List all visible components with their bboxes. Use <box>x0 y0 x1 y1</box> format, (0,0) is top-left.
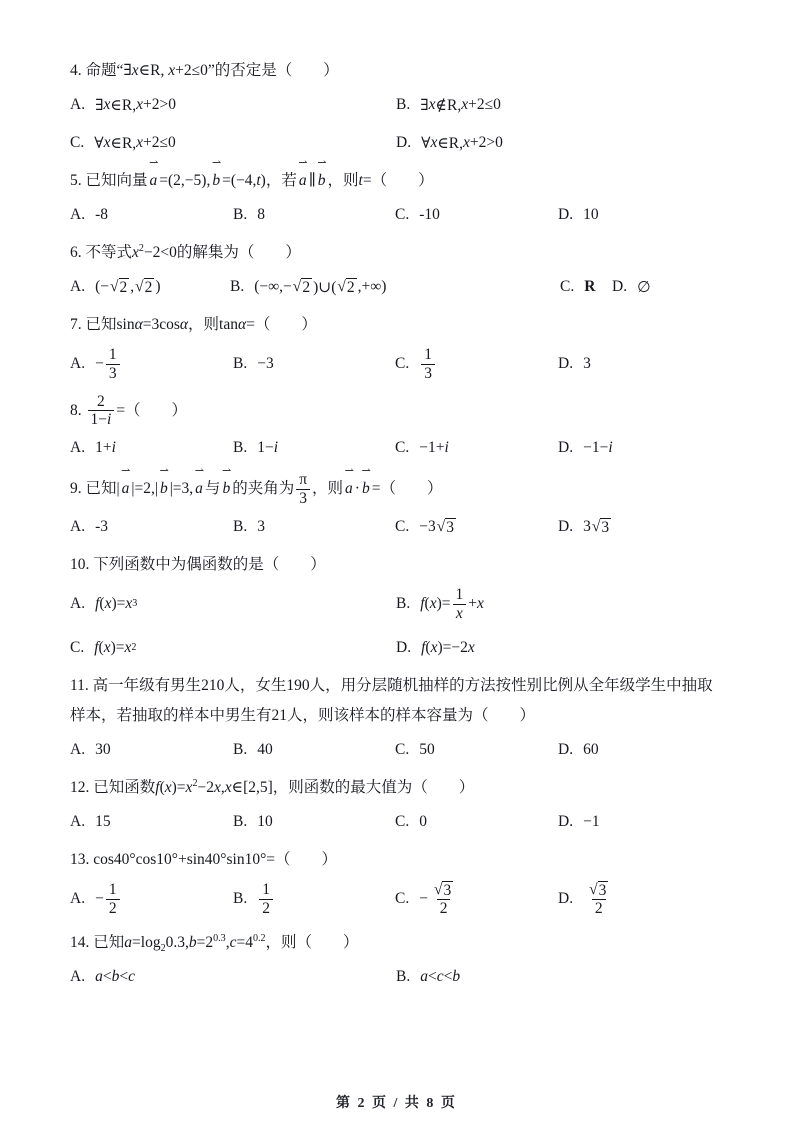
option-value: -3 <box>95 517 108 535</box>
question-5-option-d <box>558 202 727 228</box>
question-8-options <box>70 435 727 461</box>
question-13-option-b <box>233 881 395 918</box>
option-label: B. <box>233 890 248 908</box>
option-value: 8 <box>257 206 265 223</box>
question-5-options <box>70 202 727 228</box>
option-value: − $\frac{1}{2}$ <box>95 881 122 918</box>
option-value: (− √ 2 , √ 2 ) <box>95 277 161 296</box>
question-4-option-b <box>396 92 727 118</box>
question-12-option-a <box>70 809 233 835</box>
question-6-option-d <box>612 274 727 300</box>
option-value: −1 <box>583 812 600 830</box>
question-14-stem: 14. 已知$a=\log_20.3,b=2^{0.3},c=4^{0.2}$，则（ ） <box>70 932 359 954</box>
option-value: −1+ i <box>419 439 449 457</box>
option-value: 1− i <box>257 439 279 457</box>
option-value: $\frac{1}{3}$ <box>419 346 437 383</box>
question-8 <box>70 393 727 462</box>
option-value: 10 <box>257 812 273 830</box>
question-14-options <box>70 964 727 990</box>
question-6-option-c <box>560 274 612 300</box>
option-value: 15 <box>95 812 111 830</box>
option-value: a < b < c <box>95 967 135 985</box>
option-label: D. <box>558 206 574 223</box>
option-label: A. <box>70 96 86 113</box>
option-value: 40 <box>257 740 273 758</box>
option-label: B. <box>233 355 248 373</box>
question-11-option-d <box>558 737 727 763</box>
question-12-option-d <box>558 809 727 835</box>
option-value: −3 √ 3 <box>419 517 454 536</box>
option-label: B. <box>396 96 411 113</box>
question-6-stem: 6. 不等式$x^2-2<0$的解集为（ ） <box>70 242 301 261</box>
option-label: C. <box>395 439 410 457</box>
question-9-option-b <box>233 514 395 540</box>
question-11 <box>70 671 727 763</box>
question-12-stem: 12. 已知函数$f(x)=x^2-2x,x\in[2,5]$，则函数的最大值为（ ） <box>70 777 475 796</box>
question-9-option-c <box>395 514 558 540</box>
option-value: f ( x )= $\frac{1}{x}$ + x <box>420 585 484 622</box>
option-label: C. <box>70 638 85 656</box>
question-11-option-b <box>233 737 395 763</box>
option-label: A. <box>70 517 86 535</box>
question-14 <box>70 928 727 990</box>
question-5-option-b <box>233 202 395 228</box>
option-label: A. <box>70 890 86 908</box>
option-value: − $\frac{1}{3}$ <box>95 346 122 383</box>
question-14-option-a <box>70 964 396 990</box>
option-value: 3 <box>583 355 591 373</box>
option-value: R <box>584 278 596 295</box>
question-13-option-c <box>395 881 558 918</box>
question-5-stem: 5. 已知向量 a ⇀ =(2,−5), b ⇀ =(−4,t)，若 a ⇀ ∥ b ⇀ ，则t=（ ） <box>70 166 727 196</box>
option-value: ∃ x ∈R, x +2>0 <box>95 96 176 114</box>
question-5-option-a <box>70 202 233 228</box>
question-6-option-a <box>70 274 230 300</box>
option-value: 10 <box>583 206 599 223</box>
option-value: √ 3 2 <box>589 880 607 917</box>
question-10-stem: 10. 下列函数中为偶函数的是（ ） <box>70 555 326 573</box>
question-12 <box>70 773 727 835</box>
option-label: B. <box>396 967 411 985</box>
option-label: D. <box>558 517 574 535</box>
option-value: ∀ x ∈R, x +2≤0 <box>94 134 176 152</box>
question-4-option-c <box>70 130 396 156</box>
option-label: B. <box>396 595 411 613</box>
option-value: -8 <box>95 206 108 223</box>
option-value: -10 <box>419 206 440 223</box>
question-4-option-a <box>70 92 396 118</box>
question-9-options <box>70 514 727 540</box>
question-10-option-a <box>70 591 396 617</box>
option-label: D. <box>558 355 574 373</box>
question-8-stem: 8. $\frac{2}{1-i}$ =（ ） <box>70 392 188 429</box>
option-value: 30 <box>95 740 111 758</box>
question-8-option-c <box>395 435 558 461</box>
question-6 <box>70 238 727 300</box>
option-label: D. <box>396 638 412 656</box>
page-number-footer: 第 2 页 / 共 8 页 <box>336 1096 457 1111</box>
option-label: D. <box>558 740 574 758</box>
question-11-options <box>70 737 727 763</box>
question-8-option-d <box>558 435 727 461</box>
question-12-option-b <box>233 809 395 835</box>
question-9-option-a <box>70 514 233 540</box>
option-label: C. <box>395 517 410 535</box>
option-label: C. <box>395 740 410 758</box>
question-10-option-d <box>396 635 727 661</box>
question-10-option-c <box>70 635 396 661</box>
option-label: A. <box>70 278 86 295</box>
option-value: 60 <box>583 740 599 758</box>
option-label: D. <box>558 439 574 457</box>
question-7-option-c <box>395 346 558 383</box>
option-label: A. <box>70 812 86 830</box>
option-label: C. <box>560 278 575 295</box>
option-label: B. <box>230 278 245 295</box>
option-value: −3 <box>257 355 274 373</box>
question-7 <box>70 310 727 383</box>
option-label: A. <box>70 967 86 985</box>
question-9-option-d <box>558 514 727 540</box>
question-11-stem: 11. 高一年级有男生210人，女生190人，用分层随机抽样的方法按性别比例从全年级学生中抽取样本，若抽取的样本中男生有21人，则该样本的样本容量为（ ） <box>70 676 713 724</box>
question-12-option-c <box>395 809 558 835</box>
option-label: A. <box>70 439 86 457</box>
option-value: f ( x )= x 2 <box>94 638 137 656</box>
option-label: C. <box>395 206 410 223</box>
option-label: C. <box>70 134 85 151</box>
question-13 <box>70 845 727 918</box>
option-value: a < c < b <box>420 967 461 985</box>
option-label: B. <box>233 812 248 830</box>
option-value: 1+ i <box>95 439 116 457</box>
option-label: D. <box>558 812 574 830</box>
question-6-options <box>70 274 727 300</box>
question-11-option-a <box>70 737 233 763</box>
option-value: f ( x )= x 3 <box>95 595 138 613</box>
question-13-option-a <box>70 881 233 918</box>
option-label: D. <box>612 278 628 295</box>
option-label: A. <box>70 740 86 758</box>
question-11-option-c <box>395 737 558 763</box>
option-value: 0 <box>419 812 427 830</box>
option-label: A. <box>70 355 86 373</box>
option-value: ∀ x ∈R, x +2>0 <box>421 134 503 152</box>
option-label: D. <box>396 134 412 151</box>
question-13-options <box>70 881 727 918</box>
question-10 <box>70 550 727 661</box>
option-value: $\frac{1}{2}$ <box>257 881 275 918</box>
question-7-option-d <box>558 351 727 377</box>
question-9-stem: 9. 已知| a ⇀ |=2,| b ⇀ |=3, a ⇀ 与 b ⇀ 的夹角为 $\frac{\pi}{3}$ ，则 a ⇀ · b ⇀ =（ ） <box>70 471 727 508</box>
option-label: C. <box>395 355 410 373</box>
option-label: D. <box>558 890 574 908</box>
option-value: ∃ x ∉R, x +2≤0 <box>420 96 501 114</box>
question-6-option-b <box>230 274 560 300</box>
option-label: A. <box>70 595 86 613</box>
option-value: ∅ <box>637 278 651 296</box>
question-5-option-c <box>395 202 558 228</box>
option-label: B. <box>233 740 248 758</box>
question-10-options <box>70 586 727 661</box>
option-value: 3 <box>257 517 265 535</box>
question-13-option-d <box>558 881 727 918</box>
question-4-option-d <box>396 130 727 156</box>
question-10-option-b <box>396 586 727 623</box>
question-8-option-b <box>233 435 395 461</box>
option-value: 50 <box>419 740 435 758</box>
option-value: −1− i <box>583 439 613 457</box>
question-4-stem: 4. 命题“∃x∈R, x+2≤0”的否定是（ ） <box>70 62 339 79</box>
question-7-options <box>70 346 727 383</box>
option-label: B. <box>233 517 248 535</box>
question-12-options <box>70 809 727 835</box>
option-label: B. <box>233 206 248 223</box>
option-value: − √ 3 2 <box>419 880 452 917</box>
option-label: C. <box>395 890 410 908</box>
question-4-options <box>70 92 727 156</box>
question-13-stem: 13. cos40°cos10°+sin40°sin10°=（ ） <box>70 850 338 868</box>
question-7-option-a <box>70 346 233 383</box>
option-value: f ( x )=−2 x <box>421 638 475 656</box>
question-7-option-b <box>233 351 395 377</box>
question-7-stem: 7. 已知sinα=3cosα，则tanα=（ ） <box>70 316 317 333</box>
option-label: C. <box>395 812 410 830</box>
question-5 <box>70 166 727 228</box>
option-label: B. <box>233 439 248 457</box>
question-9 <box>70 471 727 540</box>
question-4 <box>70 56 727 156</box>
question-8-option-a <box>70 435 233 461</box>
option-value: 3 √ 3 <box>583 517 610 536</box>
option-value: (−∞,− √ 2 )∪( √ 2 ,+∞) <box>254 277 387 296</box>
option-label: A. <box>70 206 86 223</box>
question-14-option-b <box>396 964 727 990</box>
